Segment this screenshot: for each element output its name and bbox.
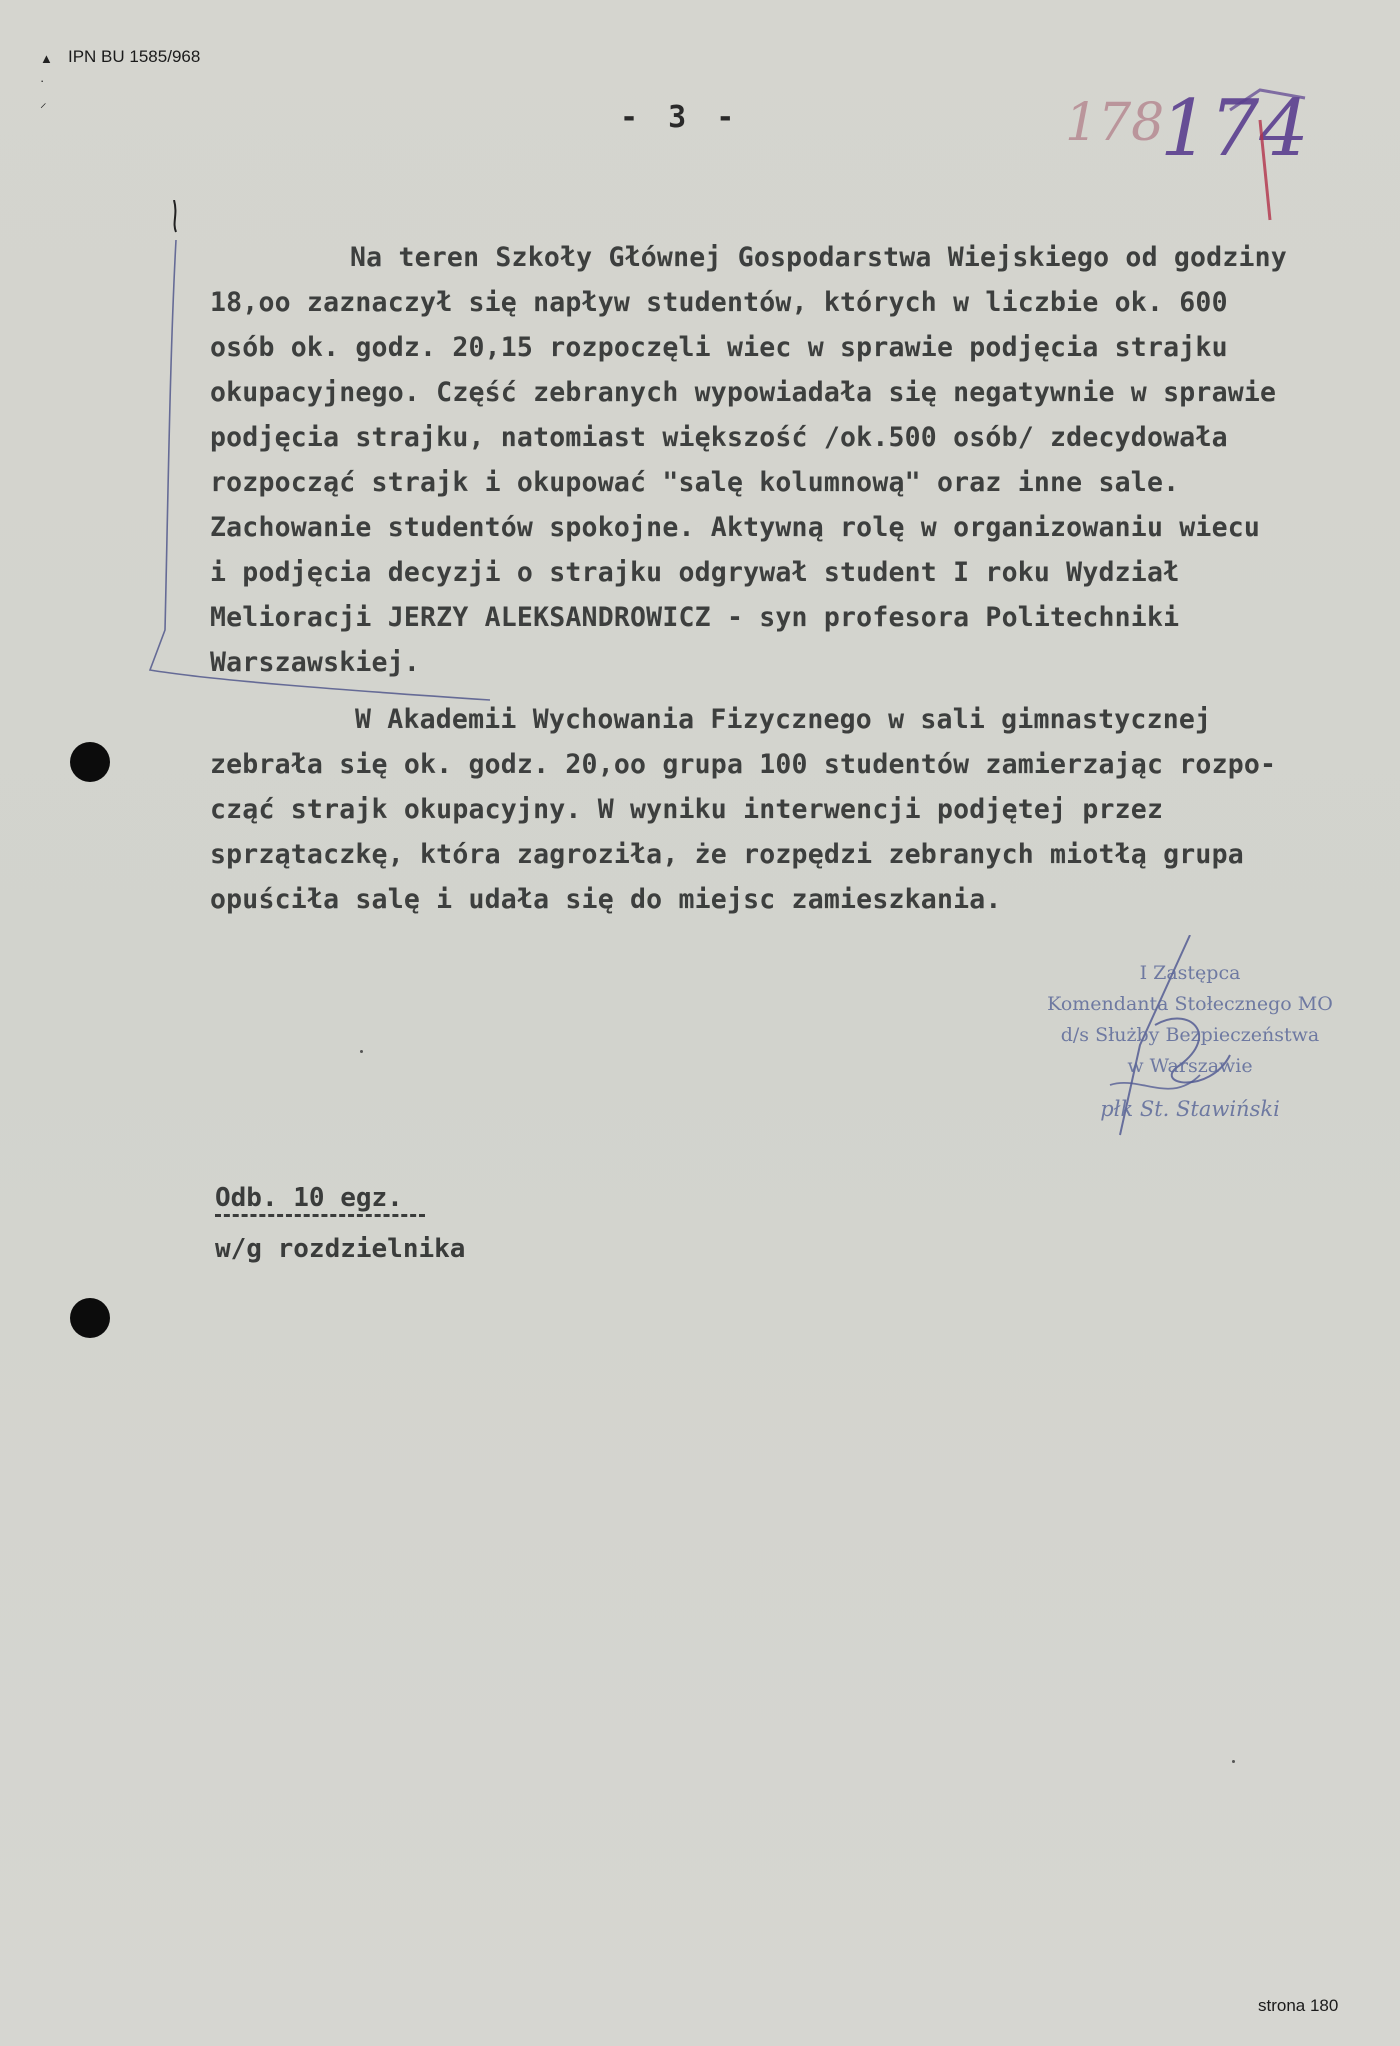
official-stamp xyxy=(1020,958,1360,1125)
punch-hole-top xyxy=(70,742,110,782)
paper-speck xyxy=(1232,1760,1235,1763)
page-marker: - 3 - xyxy=(620,100,741,135)
text-line: okupacyjnego. Część zebranych wypowiadała się negatywnie w sprawie xyxy=(210,377,1277,408)
text-line: Zachowanie studentów spokojne. Aktywną rolę w organizowaniu wiecu xyxy=(210,512,1261,543)
binding-marks: ▲ · ⸝ xyxy=(40,51,53,110)
text-line: i podjęcia decyzji o strajku odgrywał student I roku Wydział xyxy=(210,557,1180,588)
text-line: sprzątaczkę, która zagroziła, że rozpędzi zebranych miotłą grupa xyxy=(210,839,1244,870)
folio-number-handwritten xyxy=(1060,70,1340,240)
text-line: Melioracji JERZY ALEKSANDROWICZ - syn profesora Politechniki xyxy=(210,602,1180,633)
text-line: zebrała się ok. godz. 20,oo grupa 100 studentów zamierzając rozpo- xyxy=(210,749,1277,780)
paragraph-awf xyxy=(210,697,1370,922)
folio-old: 178 xyxy=(1065,93,1165,153)
scan-page-label: strona 180 xyxy=(1258,1996,1339,2015)
text-line: podjęcia strajku, natomiast większość /ok.500 osób/ zdecydowała xyxy=(210,422,1228,453)
stamp-line: I Zastępca xyxy=(1139,962,1241,984)
stamp-line: Komendanta Stołecznego MO xyxy=(1047,993,1333,1015)
distribution-recipients: w/g rozdzielnika xyxy=(215,1234,466,1264)
stamp-line: w Warszawie xyxy=(1127,1055,1253,1077)
stamp-line: d/s Służby Bezpieczeństwa xyxy=(1060,1024,1320,1046)
text-line: opuściła salę i udała się do miejsc zamieszkania. xyxy=(210,884,1002,915)
text-line: W Akademii Wychowania Fizycznego w sali gimnastycznej xyxy=(355,704,1212,735)
text-line: 18,oo zaznaczył się napływ studentów, których w liczbie ok. 600 xyxy=(210,287,1228,318)
copies-count: Odb. 10 egz. xyxy=(215,1183,403,1213)
stamp-signatory: płk St. Stawiński xyxy=(1100,1097,1280,1121)
text-line: Na teren Szkoły Głównej Gospodarstwa Wiejskiego od godziny xyxy=(350,242,1287,273)
distribution-note xyxy=(215,1176,465,1271)
text-line: cząć strajk okupacyjny. W wyniku interwencji podjętej przez xyxy=(210,794,1164,825)
paragraph-sggw xyxy=(210,235,1370,685)
text-line: rozpocząć strajk i okupować "salę kolumnową" oraz inne sale. xyxy=(210,467,1180,498)
folio-new: 174 xyxy=(1160,84,1309,174)
punch-hole-bottom xyxy=(70,1298,110,1338)
text-line: Warszawskiej. xyxy=(210,647,421,678)
paper-speck xyxy=(360,1050,363,1053)
text-line: osób ok. godz. 20,15 rozpoczęli wiec w sprawie podjęcia strajku xyxy=(210,332,1228,363)
archive-reference: IPN BU 1585/968 xyxy=(68,47,201,66)
